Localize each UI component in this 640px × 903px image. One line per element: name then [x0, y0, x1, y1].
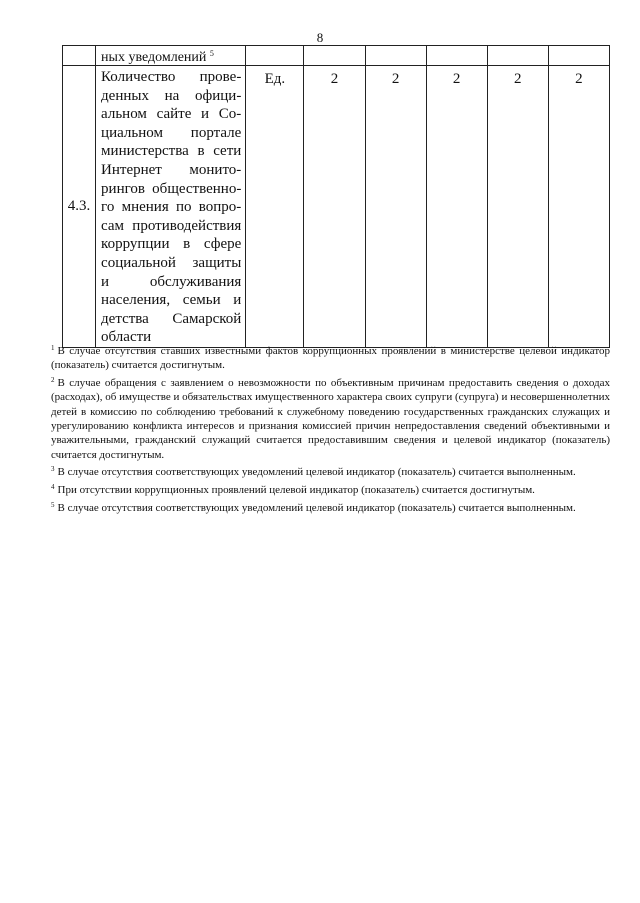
footnote	[51, 498, 610, 515]
page-number: 8	[316, 30, 324, 45]
footnote-text: В случае отсутствия соответствующих уведомлений целевой индикатор (показатель) считается выполненным.	[57, 501, 576, 514]
cell-empty	[246, 46, 304, 66]
cell-empty	[304, 46, 365, 66]
footnote-number: 2	[51, 376, 55, 385]
description-line: детства Самарской	[101, 310, 242, 327]
description-line: министерства в сети	[101, 143, 242, 160]
value-cell: 2	[365, 66, 426, 348]
description-line: денных на офици-	[101, 87, 242, 104]
footnote-number: 1	[51, 344, 55, 352]
description-line: сам противодействия	[101, 217, 242, 234]
cell-empty	[365, 46, 426, 66]
description-line: Интернет монито-	[101, 161, 242, 178]
value-cell: 2	[548, 66, 609, 348]
footnote-text: В случае отсутствия ставших известными фактов коррупционных проявлений в министерстве целевой индикатор (показатель) считается достигнутым.	[51, 345, 610, 372]
footnote	[51, 373, 610, 462]
footnote-ref: 5	[209, 49, 214, 58]
description-line: коррупции в сфере	[101, 236, 242, 253]
footnote-number: 3	[51, 465, 55, 474]
description-line: рингов общественно-	[101, 180, 242, 197]
footnote	[51, 462, 610, 479]
description-line: области	[101, 329, 152, 346]
unit-cell: Ед.	[246, 66, 304, 348]
value-cell: 2	[304, 66, 365, 348]
description-line: социальной защиты	[101, 254, 242, 271]
value-cell: 2	[426, 66, 487, 348]
footnote-number: 5	[51, 500, 55, 509]
footnote-text: При отсутствии коррупционных проявлений целевой индикатор (показатель) считается достигнутым.	[57, 484, 535, 497]
row-number: 4.3.	[63, 66, 96, 348]
cell-continued-text: ных уведомлений $^5$	[96, 46, 246, 66]
cell-empty	[487, 46, 548, 66]
description-line: и обслуживания	[101, 273, 242, 290]
cell-empty	[426, 46, 487, 66]
value-cell: 2	[487, 66, 548, 348]
table-row-continued	[63, 46, 610, 66]
table-row	[63, 66, 610, 348]
row-description	[96, 66, 246, 348]
footnote-text: В случае обращения с заявлением о невозможности по объективным причинам предоставить сведения о доходах (расходах), об имуществе и обязательствах имущественного характера своих супруги (супруга) и несовершеннолетних детей в комиссию по соблюдению требований к служебному поведению государственных гражданских служащих и урегулированию конфликта интересов и признания комиссией причин непредоставления сведений объективными и уважительными, гражданский служащий считается предоставившим сведения и целевой индикатор (показатель) считается достигнутым.	[51, 377, 610, 461]
footnote-text: В случае отсутствия соответствующих уведомлений целевой индикатор (показатель) считается выполненным.	[57, 466, 576, 479]
footnotes	[51, 341, 610, 516]
cell-empty	[63, 46, 96, 66]
cell-empty	[548, 46, 609, 66]
footnote	[51, 480, 610, 497]
footnote-number: 4	[51, 483, 55, 492]
description-line: Количество прове-	[101, 69, 242, 85]
description-line: альном сайте и Со-	[101, 106, 242, 123]
description-line: го мнения по вопро-	[101, 199, 242, 216]
description-line: циальном портале	[101, 124, 242, 141]
indicator-table	[62, 45, 610, 348]
description-line: населения, семьи и	[101, 292, 242, 309]
footnote	[51, 341, 610, 373]
